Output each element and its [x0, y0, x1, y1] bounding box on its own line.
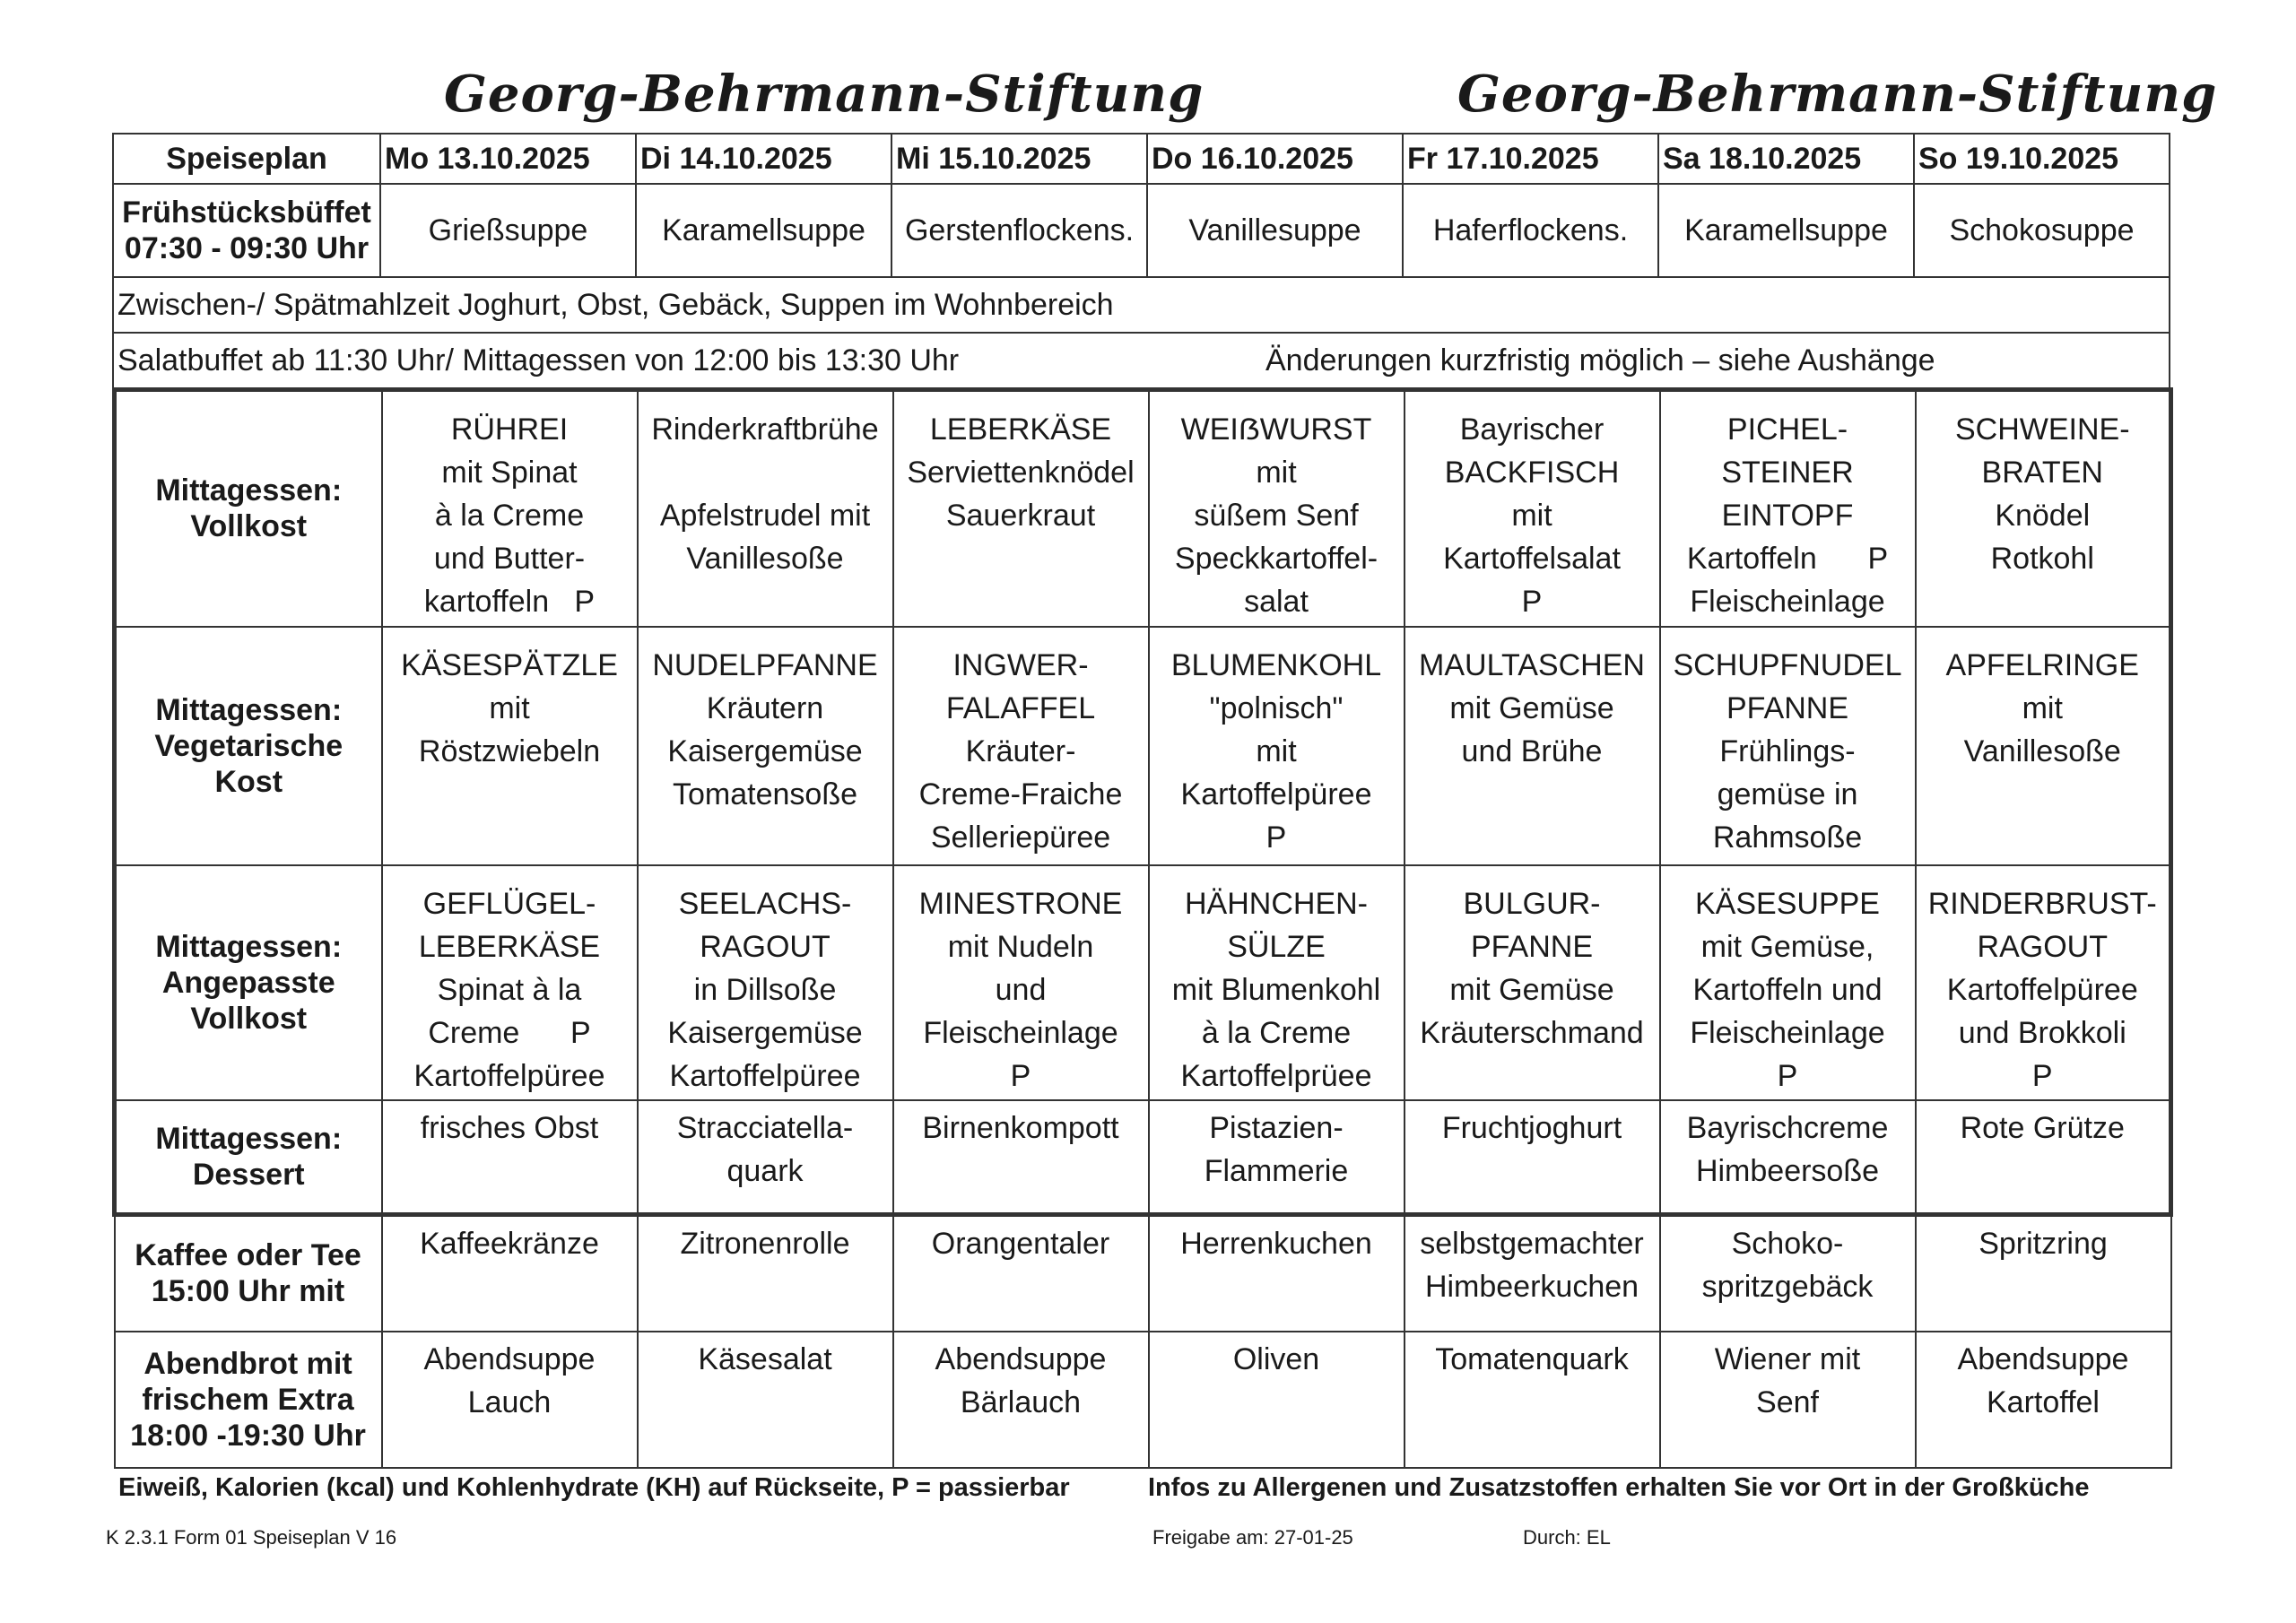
meal-row [115, 865, 2171, 1100]
meal-cell: Herrenkuchen [1149, 1215, 1405, 1332]
meal-cell: Oliven [1149, 1332, 1405, 1468]
salad-row [113, 333, 2170, 388]
meal-row [115, 1215, 2171, 1332]
meal-cell: Abendsuppe Kartoffel [1916, 1332, 2171, 1468]
lunch-table [112, 387, 2173, 1469]
meal-cell: Spritzring [1916, 1215, 2171, 1332]
approved-by: Durch: EL [1523, 1526, 1611, 1549]
meal-cell: frisches Obst [382, 1100, 638, 1215]
meal-row-label: Abendbrot mit frischem Extra 18:00 -19:30 Uhr [115, 1332, 382, 1468]
meal-row [115, 390, 2171, 627]
form-id: K 2.3.1 Form 01 Speiseplan V 16 [106, 1526, 397, 1549]
meal-cell: Orangentaler [893, 1215, 1149, 1332]
meal-row-label: Mittagessen: Vegetarische Kost [115, 627, 382, 865]
meal-cell: Abendsuppe Lauch [382, 1332, 638, 1468]
meal-cell: KÄSESUPPE mit Gemüse, Kartoffeln und Fleischeinlage P [1660, 865, 1916, 1100]
breakfast-cell: Vanillesuppe [1147, 184, 1403, 277]
meal-cell: Bayrischer BACKFISCH mit Kartoffelsalat P [1405, 390, 1660, 627]
meal-cell: Fruchtjoghurt [1405, 1100, 1660, 1215]
breakfast-cell: Haferflockens. [1403, 184, 1658, 277]
meal-cell: APFELRINGE mit Vanillesoße [1916, 627, 2171, 865]
meal-cell: Abendsuppe Bärlauch [893, 1332, 1149, 1468]
meal-cell: KÄSESPÄTZLE mit Röstzwiebeln [382, 627, 638, 865]
meal-cell: selbstgemachter Himbeerkuchen [1405, 1215, 1660, 1332]
breakfast-cell: Karamellsuppe [1658, 184, 1914, 277]
meal-cell: RINDERBRUST- RAGOUT Kartoffelpüree und Brokkoli P [1916, 865, 2171, 1100]
meal-cell: HÄHNCHEN- SÜLZE mit Blumenkohl à la Creme Kartoffelprüee [1149, 865, 1405, 1100]
meal-cell: MINESTRONE mit Nudeln und Fleischeinlage P [893, 865, 1149, 1100]
meal-cell: LEBERKÄSE Serviettenknödel Sauerkraut [893, 390, 1149, 627]
breakfast-cell: Gerstenflockens. [891, 184, 1147, 277]
menu-table [112, 133, 2170, 389]
header-row [113, 134, 2170, 184]
meal-cell: SCHWEINE- BRATEN Knödel Rotkohl [1916, 390, 2171, 627]
meal-row-label: Mittagessen: Vollkost [115, 390, 382, 627]
meal-cell: SEELACHS- RAGOUT in Dillsoße Kaisergemüse Kartoffelpüree [638, 865, 893, 1100]
meal-cell: Bayrischcreme Himbeersoße [1660, 1100, 1916, 1215]
header-day: Do 16.10.2025 [1147, 134, 1403, 184]
header-day: So 19.10.2025 [1914, 134, 2170, 184]
meal-cell: Tomatenquark [1405, 1332, 1660, 1468]
snack-row [113, 277, 2170, 333]
meal-row-label: Mittagessen: Angepasste Vollkost [115, 865, 382, 1100]
meal-cell: Wiener mit Senf [1660, 1332, 1916, 1468]
meal-row-label: Kaffee oder Tee 15:00 Uhr mit [115, 1215, 382, 1332]
meal-cell: PICHEL- STEINER EINTOPF Kartoffeln P Fleischeinlage [1660, 390, 1916, 627]
brand-title-right: Georg-Behrmann-Stiftung [1457, 65, 2218, 124]
meal-cell: Rote Grütze [1916, 1100, 2171, 1215]
salad-times: Salatbuffet ab 11:30 Uhr/ Mittagessen von 12:00 bis 13:30 Uhr [117, 343, 960, 378]
meal-cell: MAULTASCHEN mit Gemüse und Brühe [1405, 627, 1660, 865]
breakfast-cell: Karamellsuppe [636, 184, 891, 277]
meal-cell: BLUMENKOHL "polnisch" mit Kartoffelpüree P [1149, 627, 1405, 865]
header-day: Sa 18.10.2025 [1658, 134, 1914, 184]
meal-cell: Zitronenrolle [638, 1215, 893, 1332]
meal-row [115, 1100, 2171, 1215]
footer-allergen-note: Infos zu Allergenen und Zusatzstoffen erhalten Sie vor Ort in der Großküche [1148, 1473, 2090, 1502]
salad-info [113, 333, 2170, 388]
breakfast-cell: Grießsuppe [380, 184, 636, 277]
meal-cell: NUDELPFANNE Kräutern Kaisergemüse Tomatensoße [638, 627, 893, 865]
snack-info: Zwischen-/ Spätmahlzeit Joghurt, Obst, Gebäck, Suppen im Wohnbereich [113, 277, 2170, 333]
changes-note: Änderungen kurzfristig möglich – siehe Aushänge [1265, 343, 1935, 378]
meal-cell: Stracciatella- quark [638, 1100, 893, 1215]
header-day: Fr 17.10.2025 [1403, 134, 1658, 184]
meal-cell: WEIẞWURST mit süßem Senf Speckkartoffel- salat [1149, 390, 1405, 627]
meal-cell: Schoko- spritzgebäck [1660, 1215, 1916, 1332]
meal-row [115, 1332, 2171, 1468]
meal-cell: GEFLÜGEL- LEBERKÄSE Spinat à la Creme P Kartoffelpüree [382, 865, 638, 1100]
meal-cell: Käsesalat [638, 1332, 893, 1468]
meal-cell: Pistazien- Flammerie [1149, 1100, 1405, 1215]
meal-cell: Kaffeekränze [382, 1215, 638, 1332]
header-day: Mi 15.10.2025 [891, 134, 1147, 184]
breakfast-label: Frühstücksbüffet 07:30 - 09:30 Uhr [113, 184, 380, 277]
breakfast-row [113, 184, 2170, 277]
meal-cell: RÜHREI mit Spinat à la Creme und Butter- kartoffeln P [382, 390, 638, 627]
release-date: Freigabe am: 27-01-25 [1152, 1526, 1353, 1549]
header-day: Di 14.10.2025 [636, 134, 891, 184]
meal-row-label: Mittagessen: Dessert [115, 1100, 382, 1215]
brand-title-left: Georg-Behrmann-Stiftung [444, 65, 1205, 124]
meal-cell: SCHUPFNUDEL PFANNE Frühlings- gemüse in Rahmsoße [1660, 627, 1916, 865]
meal-cell: Birnenkompott [893, 1100, 1149, 1215]
meal-cell: INGWER- FALAFFEL Kräuter- Creme-Fraiche Selleriepüree [893, 627, 1149, 865]
header-label: Speiseplan [113, 134, 380, 184]
header-day: Mo 13.10.2025 [380, 134, 636, 184]
meal-row [115, 627, 2171, 865]
meal-cell: Rinderkraftbrühe Apfelstrudel mit Vanillesoße [638, 390, 893, 627]
meal-cell: BULGUR- PFANNE mit Gemüse Kräuterschmand [1405, 865, 1660, 1100]
breakfast-cell: Schokosuppe [1914, 184, 2170, 277]
footer-nutrition-note: Eiweiß, Kalorien (kcal) und Kohlenhydrate (KH) auf Rückseite, P = passierbar [118, 1473, 1070, 1502]
